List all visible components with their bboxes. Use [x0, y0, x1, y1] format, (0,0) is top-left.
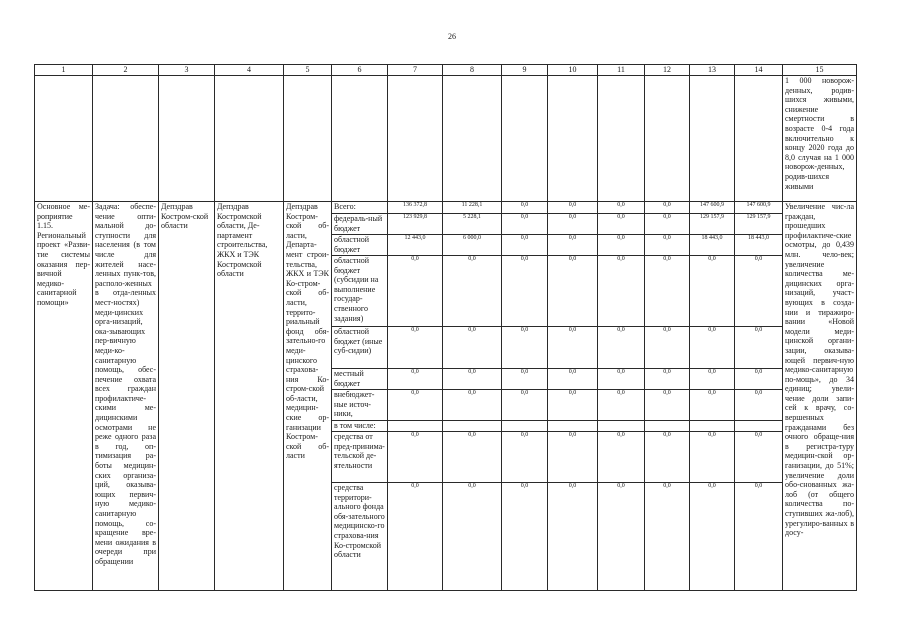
- funding-value: 147 600,9: [735, 202, 783, 214]
- funding-value: 0,0: [645, 483, 690, 591]
- funding-value: 12 443,0: [388, 235, 443, 256]
- funding-value: 0,0: [645, 432, 690, 483]
- funding-value: 147 600,9: [690, 202, 735, 214]
- funding-value: [548, 421, 598, 432]
- column-header: 1: [35, 65, 93, 76]
- column-header: 2: [93, 65, 159, 76]
- column-header: 3: [159, 65, 215, 76]
- column-header: 11: [598, 65, 645, 76]
- funding-row: [35, 202, 857, 214]
- funding-value: 0,0: [388, 432, 443, 483]
- funding-value: 0,0: [645, 369, 690, 390]
- funding-value: [735, 421, 783, 432]
- funding-value: 0,0: [548, 214, 598, 235]
- funding-value: 18 443,0: [735, 235, 783, 256]
- funding-value: 0,0: [598, 432, 645, 483]
- funding-value: 0,0: [548, 369, 598, 390]
- funding-value: 0,0: [502, 327, 548, 369]
- funding-value: 0,0: [690, 390, 735, 421]
- funding-source: областной бюджет (субсидии на выполнение государ-ственного задания): [332, 256, 388, 327]
- funding-value: 0,0: [502, 214, 548, 235]
- page-number: 26: [448, 32, 456, 41]
- funding-value: [502, 421, 548, 432]
- funding-value: 0,0: [388, 390, 443, 421]
- funding-value: 0,0: [502, 256, 548, 327]
- funding-value: [645, 421, 690, 432]
- funding-source: федераль-ный бюджет: [332, 214, 388, 235]
- funding-value: 0,0: [502, 390, 548, 421]
- funding-value: 6 000,0: [443, 235, 502, 256]
- funding-source: внебюджет-ные источ-ники,: [332, 390, 388, 421]
- funding-value: 0,0: [598, 483, 645, 591]
- funding-value: 123 929,8: [388, 214, 443, 235]
- measure-task: Задача: обеспе-чение опти-мальной до-ступности для населения (в том числе для жителей насе-ленных пунк-тов, располо-женных в отда-ленных мест-ностях) меди-цинских орга-низаций, ока-зывающих пер-вичную меди-ко-санитарную помощь, обес-печение охвата всех граждан профилактиче-скими ме-дицинскими осмотрами не реже одного раза в год, оп-тимизация ра-боты медицин-ских организа-ций, оказыва-ющих первич-ную медико-санитарную помощь, со-кращение вре-мени ожидания в очереди при обращении: [93, 202, 159, 591]
- column-header: 7: [388, 65, 443, 76]
- funding-value: 0,0: [645, 390, 690, 421]
- funding-value: [388, 421, 443, 432]
- funding-value: 0,0: [645, 202, 690, 214]
- column-header: 15: [783, 65, 857, 76]
- funding-value: 0,0: [598, 214, 645, 235]
- funding-value: 0,0: [735, 369, 783, 390]
- column-number-row: [35, 65, 857, 76]
- funding-value: 0,0: [388, 327, 443, 369]
- column-header: 9: [502, 65, 548, 76]
- participants: Депздрав Костром-ской об-ласти, Департа-мент строи-тельства, ЖКХ и ТЭК Ко-стром-ской об-ласти, террито-риальный фонд обя-зательно-го меди-цинского страхова-ния Ко-стром-ской об-ласти, медицин-ские ор-ганизации Костром-ской об-ласти: [284, 202, 332, 591]
- funding-value: 0,0: [443, 390, 502, 421]
- funding-value: 0,0: [548, 327, 598, 369]
- funding-source: средства территори-ального фонда обя-зательного медицинско-го страхова-ния Ко-стромской области: [332, 483, 388, 591]
- funding-value: 0,0: [548, 483, 598, 591]
- funding-source: в том числе:: [332, 421, 388, 432]
- column-header: 5: [284, 65, 332, 76]
- funding-source: областной бюджет (иные суб-сидии): [332, 327, 388, 369]
- funding-value: 0,0: [548, 256, 598, 327]
- funding-value: 0,0: [690, 369, 735, 390]
- funding-value: 0,0: [735, 327, 783, 369]
- funding-value: 136 372,8: [388, 202, 443, 214]
- column-header: 12: [645, 65, 690, 76]
- funding-value: [690, 421, 735, 432]
- measure-title: Основное ме-роприятие 1.15. Региональный проект «Разви-тие системы оказания пер-вичной медико-санитарной помощи»: [35, 202, 93, 591]
- funding-value: 0,0: [598, 202, 645, 214]
- responsible-executor: Депздрав Костром-ской области: [159, 202, 215, 591]
- funding-value: 0,0: [645, 327, 690, 369]
- funding-value: 0,0: [502, 369, 548, 390]
- funding-value: 0,0: [598, 235, 645, 256]
- funding-value: 0,0: [388, 369, 443, 390]
- funding-value: 0,0: [735, 432, 783, 483]
- funding-value: 5 228,1: [443, 214, 502, 235]
- funding-source: местный бюджет: [332, 369, 388, 390]
- funding-value: 0,0: [735, 390, 783, 421]
- funding-source: средства от пред-принима-тельской де-ятельности: [332, 432, 388, 483]
- funding-value: 0,0: [645, 214, 690, 235]
- funding-value: 0,0: [598, 327, 645, 369]
- funding-source: Всего:: [332, 202, 388, 214]
- column-header: 4: [215, 65, 284, 76]
- funding-value: 0,0: [443, 432, 502, 483]
- column-header: 8: [443, 65, 502, 76]
- funding-value: 0,0: [548, 235, 598, 256]
- funding-value: [443, 421, 502, 432]
- column-header: 14: [735, 65, 783, 76]
- funding-value: 0,0: [735, 483, 783, 591]
- funding-value: 0,0: [443, 369, 502, 390]
- funding-value: 18 443,0: [690, 235, 735, 256]
- funding-value: 11 228,1: [443, 202, 502, 214]
- funding-value: 0,0: [502, 483, 548, 591]
- continuation-row: [35, 76, 857, 202]
- funding-value: 0,0: [548, 432, 598, 483]
- funding-value: 0,0: [690, 432, 735, 483]
- funding-value: 129 157,9: [690, 214, 735, 235]
- funding-value: 129 157,9: [735, 214, 783, 235]
- funding-table: [34, 64, 857, 591]
- funding-value: 0,0: [443, 256, 502, 327]
- funding-value: 0,0: [598, 390, 645, 421]
- funding-value: 0,0: [690, 483, 735, 591]
- funding-value: [598, 421, 645, 432]
- column-header: 6: [332, 65, 388, 76]
- funding-value: 0,0: [598, 256, 645, 327]
- funding-value: 0,0: [548, 390, 598, 421]
- funding-value: 0,0: [443, 327, 502, 369]
- funding-value: 0,0: [388, 256, 443, 327]
- funding-value: 0,0: [502, 235, 548, 256]
- funding-value: 0,0: [443, 483, 502, 591]
- funding-value: 0,0: [502, 202, 548, 214]
- funding-value: 0,0: [690, 327, 735, 369]
- co-executors: Депздрав Костромской области, Де-партамент строительства, ЖКХ и ТЭК Костромской области: [215, 202, 284, 591]
- funding-value: 0,0: [598, 369, 645, 390]
- funding-source: областной бюджет: [332, 235, 388, 256]
- column-header: 13: [690, 65, 735, 76]
- funding-value: 0,0: [690, 256, 735, 327]
- funding-value: 0,0: [502, 432, 548, 483]
- funding-value: 0,0: [735, 256, 783, 327]
- expected-results: Увеличение чис-ла граждан, прошедших профилактиче-ские осмотры, до 0,439 млн. чело-век; увеличение количества ме-дицинских орга-низаций, участ-вующих в созда-нии и тиражиро-вании «Новой модели меди-цинской органи-зации, оказыва-ющей первич-ную медико-санитарную по-мощь», до 34 единиц; увели-чение доли запи-сей к врачу, со-вершенных гражданами без очного обраще-ния в регистра-туру медицин-ской ор-ганизации, до 51%; увеличение доли обо-снованных жа-лоб (от общего количества по-ступивших жа-лоб), урегулиро-ванных в досу-: [783, 202, 857, 591]
- continued-result-text: 1 000 новорож-денных, родив-шихся живыми, снижение смертности в возрасте 0-4 года включительно к концу 2020 года до 8,0 случая на 1 000 новорож-денных, родив-шихся живыми: [783, 76, 857, 202]
- funding-value: 0,0: [645, 235, 690, 256]
- funding-value: 0,0: [388, 483, 443, 591]
- column-header: 10: [548, 65, 598, 76]
- funding-value: 0,0: [645, 256, 690, 327]
- funding-value: 0,0: [548, 202, 598, 214]
